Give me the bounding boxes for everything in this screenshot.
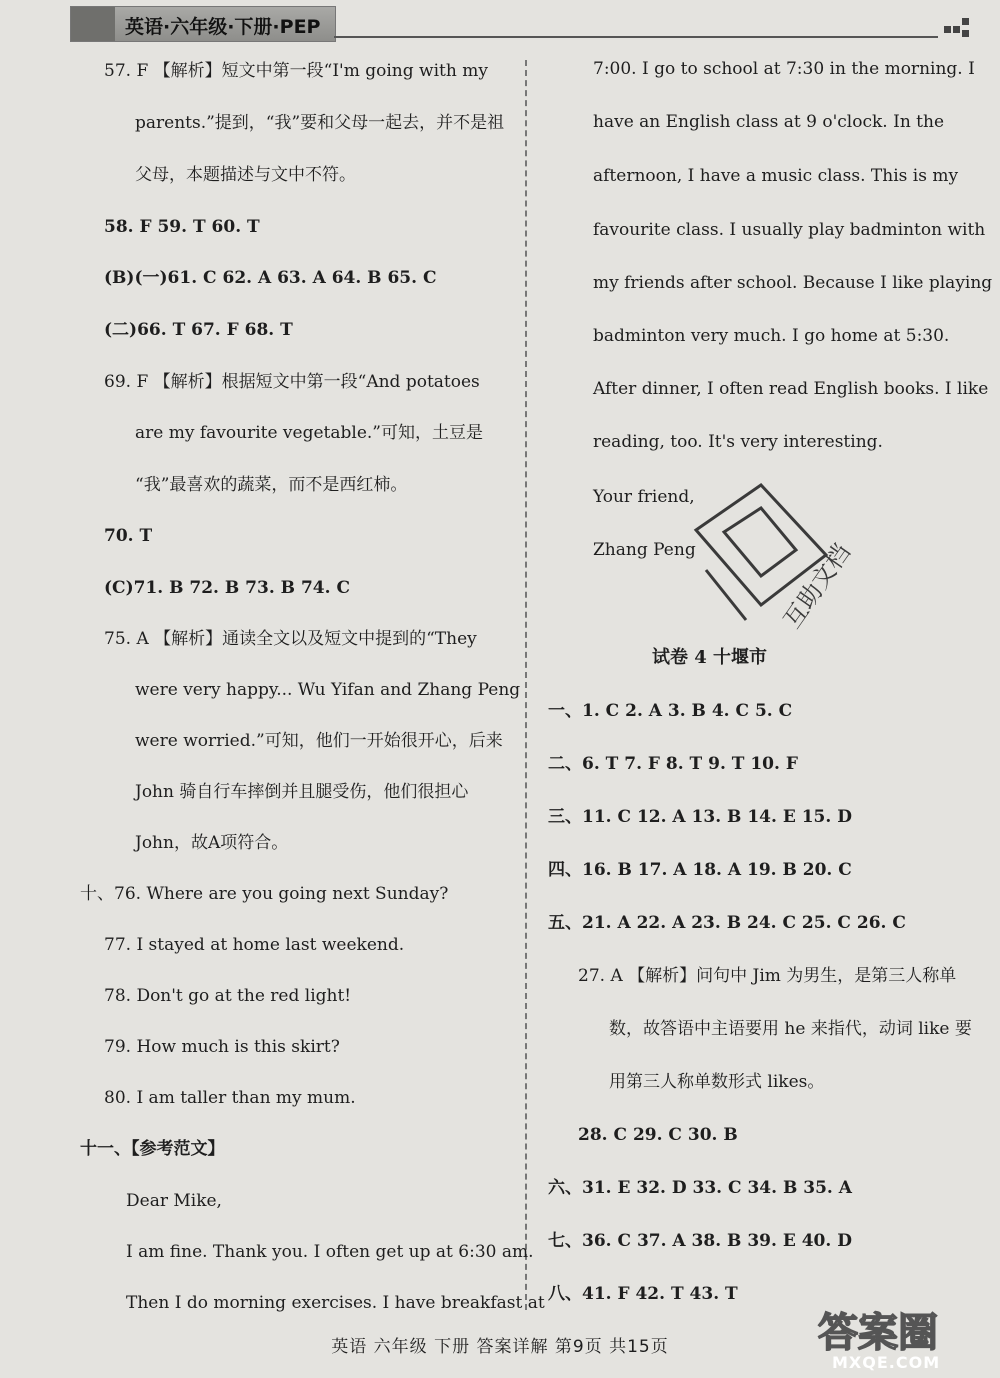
- answer-line: 六、31. E 32. D 33. C 34. B 35. A: [548, 1178, 852, 1198]
- answer-line: (C)71. B 72. B 73. B 74. C: [104, 578, 350, 598]
- text-line: parents.”提到，“我”要和父母一起去，并不是祖: [135, 113, 505, 133]
- text-line: 79. How much is this skirt?: [104, 1037, 340, 1057]
- answer-line: 70. T: [104, 526, 153, 546]
- text-line: Zhang Peng: [593, 540, 696, 560]
- answer-line: 二、6. T 7. F 8. T 9. T 10. F: [548, 754, 798, 774]
- text-line: John 骑自行车摔倒并且腿受伤，他们很担心: [135, 782, 469, 802]
- watermark-logo-text: 答案圈: [818, 1310, 938, 1356]
- text-line: “我”最喜欢的蔬菜，而不是西红柿。: [135, 475, 408, 495]
- answer-line: 28. C 29. C 30. B: [578, 1125, 738, 1145]
- text-line: 57. F 【解析】短文中第一段“I'm going with my: [104, 61, 488, 81]
- text-line: afternoon, I have a music class. This is my: [593, 166, 959, 186]
- text-line: Your friend,: [593, 487, 695, 507]
- text-line: 7:00. I go to school at 7:30 in the morning. I: [593, 59, 975, 79]
- answer-line: 八、41. F 42. T 43. T: [548, 1284, 738, 1304]
- stamp-text: 互助文档: [777, 538, 856, 634]
- text-line: were very happy... Wu Yifan and Zhang Peng: [135, 680, 521, 700]
- text-line: favourite class. I usually play badminton with: [593, 220, 986, 240]
- section-heading: 十一、【参考范文】: [80, 1139, 225, 1159]
- answer-line: (B)(一)61. C 62. A 63. A 64. B 65. C: [104, 268, 437, 288]
- text-line: 父母，本题描述与文中不符。: [135, 165, 356, 185]
- text-line: my friends after school. Because I like playing: [593, 273, 993, 293]
- text-line: badminton very much. I go home at 5:30.: [593, 326, 950, 346]
- corner-squares-icon: [944, 16, 976, 42]
- section-title: 试卷 4 十堰市: [652, 647, 768, 668]
- text-line: 77. I stayed at home last weekend.: [104, 935, 405, 955]
- text-line: 用第三人称单数形式 likes。: [609, 1072, 825, 1092]
- header-rule: [334, 36, 938, 38]
- text-line: 数，故答语中主语要用 he 来指代，动词 like 要: [609, 1019, 972, 1039]
- text-line: were worried.”可知，他们一开始很开心，后来: [135, 731, 503, 751]
- header-title: 英语·六年级·下册·PEP: [125, 16, 321, 38]
- header-tab-accent: [71, 7, 115, 41]
- answer-line: 四、16. B 17. A 18. A 19. B 20. C: [548, 860, 852, 880]
- text-line: 80. I am taller than my mum.: [104, 1088, 356, 1108]
- text-line: 78. Don't go at the red light!: [104, 986, 352, 1006]
- text-line: Dear Mike,: [126, 1191, 222, 1211]
- text-line: Then I do morning exercises. I have breakfast at: [126, 1293, 545, 1313]
- text-line: have an English class at 9 o'clock. In the: [593, 112, 945, 132]
- answer-line: 三、11. C 12. A 13. B 14. E 15. D: [548, 807, 852, 827]
- text-line: After dinner, I often read English books. I like: [593, 379, 989, 399]
- watermark-url: MXQE.COM: [832, 1353, 941, 1372]
- text-line: 75. A 【解析】通读全文以及短文中提到的“They: [104, 629, 477, 649]
- text-line: John，故A项符合。: [135, 833, 289, 853]
- column-divider: [525, 60, 527, 1310]
- stamp-logo: [676, 470, 866, 645]
- page-footer: 英语 六年级 下册 答案详解 第9页 共15页: [331, 1337, 669, 1357]
- answer-line: 一、1. C 2. A 3. B 4. C 5. C: [548, 701, 793, 721]
- header-tab: [70, 6, 336, 42]
- text-line: are my favourite vegetable.”可知，土豆是: [135, 423, 483, 443]
- text-line: I am fine. Thank you. I often get up at 6:30 am.: [126, 1242, 534, 1262]
- answer-line: 58. F 59. T 60. T: [104, 217, 260, 237]
- text-line: 十、76. Where are you going next Sunday?: [80, 884, 449, 904]
- text-line: 69. F 【解析】根据短文中第一段“And potatoes: [104, 372, 480, 392]
- answer-line: 七、36. C 37. A 38. B 39. E 40. D: [548, 1231, 852, 1251]
- text-line: 27. A 【解析】问句中 Jim 为男生，是第三人称单: [578, 966, 957, 986]
- text-line: reading, too. It's very interesting.: [593, 432, 883, 452]
- answer-line: (二)66. T 67. F 68. T: [104, 320, 293, 340]
- answer-line: 五、21. A 22. A 23. B 24. C 25. C 26. C: [548, 913, 906, 933]
